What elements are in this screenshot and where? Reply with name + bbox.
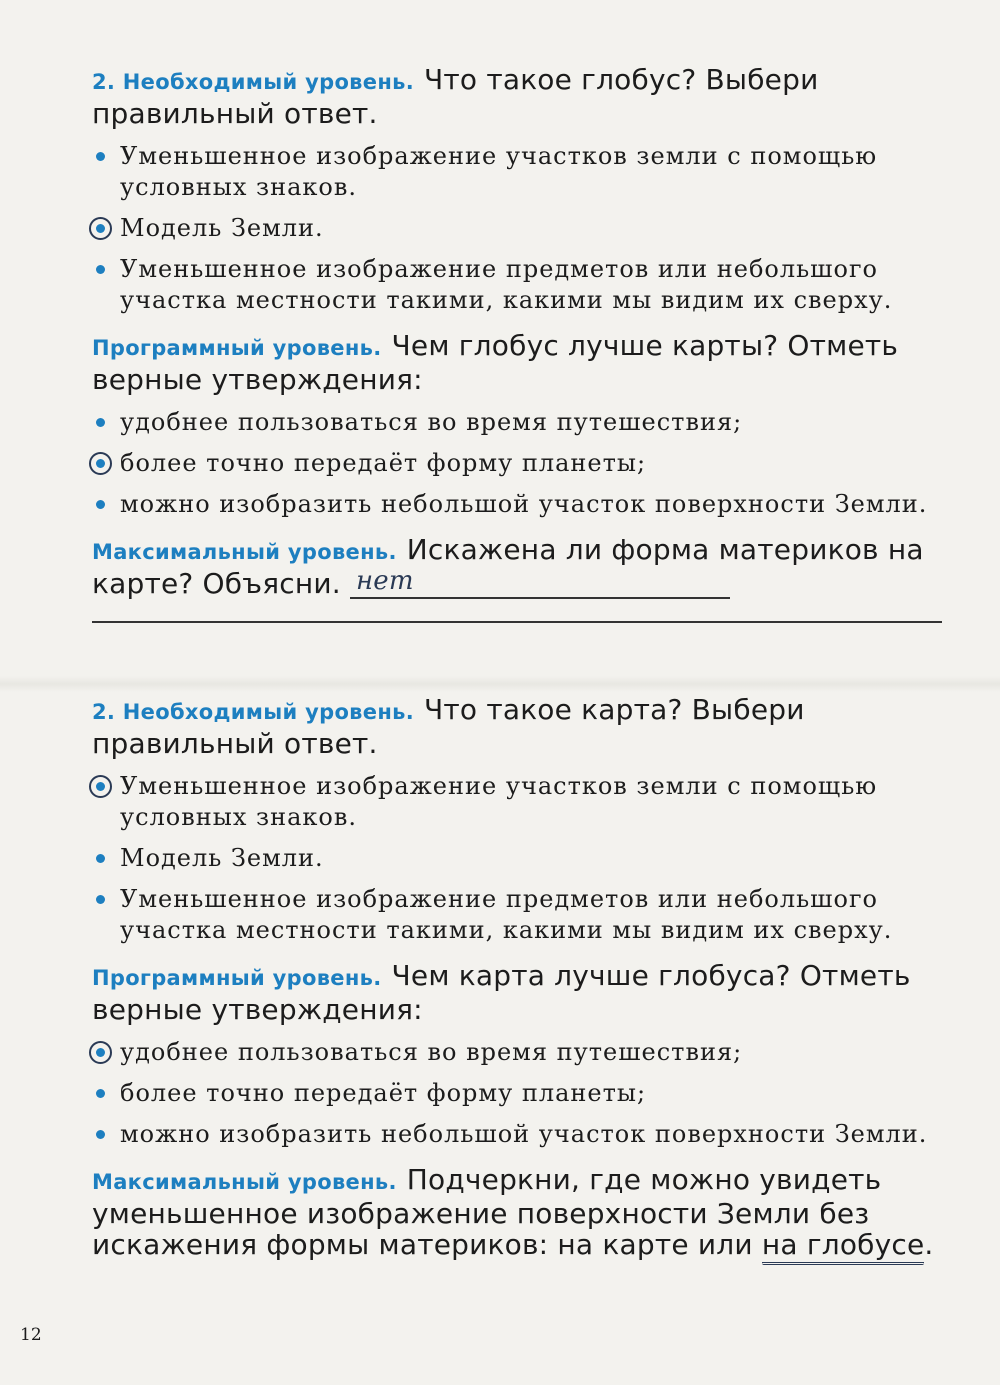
option-2-selected[interactable] [92, 213, 952, 244]
option-text: Уменьшенное изображение участков земли с помощью условных знаков. [120, 772, 878, 831]
statement-2-selected[interactable] [92, 448, 952, 479]
question-text: Искажена ли форма материков на карте? Объясни. [92, 533, 924, 600]
statement-3[interactable] [92, 489, 952, 520]
bullet-icon [96, 854, 105, 863]
statement-text: удобнее пользоваться во время путешествия; [120, 408, 743, 436]
circled-bullet-icon [96, 459, 105, 468]
statement-text: можно изобразить небольшой участок поверхности Земли. [120, 490, 928, 518]
level-label: Программный уровень. [92, 336, 382, 360]
option-1[interactable] [92, 141, 952, 203]
level-label: Максимальный уровень. [92, 1170, 397, 1194]
question-globe-better [92, 330, 952, 395]
option-text: Модель Земли. [120, 844, 324, 872]
option-3[interactable] [92, 884, 952, 946]
question-distortion [92, 534, 952, 599]
bullet-icon [96, 895, 105, 904]
level-label: Программный уровень. [92, 966, 382, 990]
statement-3[interactable] [92, 1119, 952, 1150]
question-map-better [92, 960, 952, 1025]
option-1-selected[interactable] [92, 771, 952, 833]
handwritten-answer: нет [355, 566, 414, 596]
circled-bullet-icon [96, 782, 105, 791]
option-text: Уменьшенное изображение предметов или небольшого участка местности такими, какими мы видим их сверху. [120, 255, 893, 314]
question-underline [92, 1164, 952, 1260]
bullet-icon [96, 265, 105, 274]
level-label: 2. Необходимый уровень. [92, 70, 414, 94]
option-2[interactable] [92, 843, 952, 874]
sentence-end: . [924, 1228, 934, 1261]
page-number: 12 [20, 1325, 42, 1345]
question-text: Чем глобус лучше карты? Отметь верные утверждения: [92, 329, 899, 396]
page-fold [0, 676, 1000, 692]
question-text: Подчеркни, где можно увидеть уменьшенное изображение поверхности Земли без искажения формы материков: на карте или [92, 1163, 882, 1261]
statement-text: можно изобразить небольшой участок поверхности Земли. [120, 1120, 928, 1148]
underlined-answer[interactable]: на глобусе [761, 1228, 925, 1261]
answer-line[interactable] [350, 566, 730, 599]
question-text: Что такое глобус? Выбери правильный ответ. [92, 63, 819, 130]
section-globe [92, 64, 952, 623]
bullet-icon [96, 1089, 105, 1098]
level-label: Максимальный уровень. [92, 540, 397, 564]
option-text: Уменьшенное изображение предметов или небольшого участка местности такими, какими мы видим их сверху. [120, 885, 893, 944]
bullet-icon [96, 418, 105, 427]
option-text: Уменьшенное изображение участков земли с помощью условных знаков. [120, 142, 878, 201]
question-text: Чем карта лучше глобуса? Отметь верные утверждения: [92, 959, 911, 1026]
statement-text: удобнее пользоваться во время путешествия; [120, 1038, 743, 1066]
bullet-icon [96, 1130, 105, 1139]
circled-bullet-icon [96, 224, 105, 233]
statement-2[interactable] [92, 1078, 952, 1109]
statement-1[interactable] [92, 407, 952, 438]
circled-bullet-icon [96, 1048, 105, 1057]
statement-text: более точно передаёт форму планеты; [120, 1079, 647, 1107]
option-3[interactable] [92, 254, 952, 316]
option-text: Модель Земли. [120, 214, 324, 242]
question-what-is-globe [92, 64, 952, 129]
statement-1-selected[interactable] [92, 1037, 952, 1068]
level-label: 2. Необходимый уровень. [92, 700, 414, 724]
question-what-is-map [92, 694, 952, 759]
bullet-icon [96, 152, 105, 161]
bullet-icon [96, 500, 105, 509]
answer-line-2[interactable] [92, 603, 942, 623]
statement-text: более точно передаёт форму планеты; [120, 449, 647, 477]
question-text: Что такое карта? Выбери правильный ответ. [92, 693, 805, 760]
section-map [92, 694, 952, 1272]
